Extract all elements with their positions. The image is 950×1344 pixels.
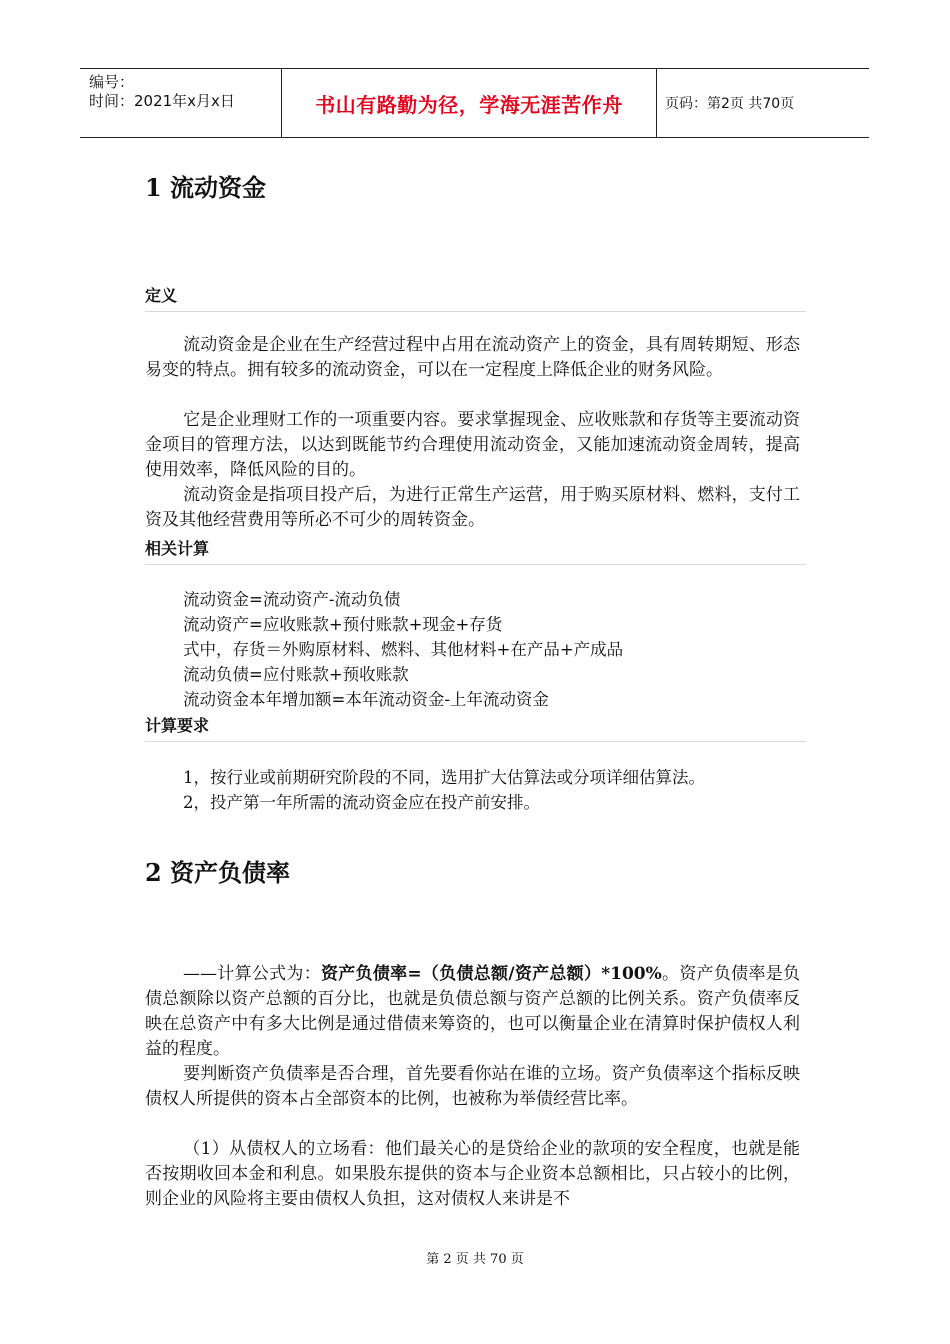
debt-ratio-paragraph-1 (145, 962, 800, 1062)
document-number-label: 编号： (89, 73, 135, 91)
definition-paragraph-2 (145, 408, 800, 483)
header-page-info: 页码：第2页 共70页 (665, 96, 795, 112)
formula-line: 式中，存货＝外购原材料、燃料、其他材料+在产品+产成品 (183, 640, 624, 659)
definition-paragraph-3 (145, 483, 800, 533)
document-time-label: 时间：2021年x月x日 (89, 92, 235, 110)
debt-ratio-text-3: （1）从债权人的立场看：他们最关心的是贷给企业的款项的安全程度，也就是能否按期收回本金和利息。如果股东提供的资本与企业资本总额相比，只占较小的比例，则企业的风险将主要由债权人负担，这对债权人来讲是不 (145, 1139, 800, 1209)
definition-text-2: 它是企业理财工作的一项重要内容。要求掌握现金、应收账款和存货等主要流动资金项目的管理方法，以达到既能节约合理使用流动资金，又能加速流动资金周转，提高使用效率，降低风险的目的。 (145, 410, 800, 480)
requirement-item: 2，投产第一年所需的流动资金应在投产前安排。 (183, 793, 540, 812)
heading-calc-requirements: 计算要求 (145, 713, 806, 742)
section-title-debt-ratio: 2 资产负债率 (145, 858, 291, 887)
definition-paragraph-1 (145, 333, 800, 383)
formula-line: 流动资产=应收账款+预付账款+现金+存货 (183, 615, 503, 634)
formula-line: 流动资金本年增加额=本年流动资金-上年流动资金 (183, 690, 549, 709)
header-motto: 书山有路勤为径，学海无涯苦作舟 (281, 69, 657, 137)
definition-text-1: 流动资金是企业在生产经营过程中占用在流动资产上的资金，具有周转期短、形态易变的特点。拥有较多的流动资金，可以在一定程度上降低企业的财务风险。 (145, 335, 800, 380)
formula-line: 流动资金=流动资产-流动负债 (183, 590, 401, 609)
definition-text-3: 流动资金是指项目投产后，为进行正常生产运营，用于购买原材料、燃料，支付工资及其他经营费用等所必不可少的周转资金。 (145, 485, 800, 530)
page-header (80, 68, 869, 138)
page-footer: 第 2 页 共 70 页 (426, 1252, 524, 1267)
heading-definition: 定义 (145, 283, 806, 312)
debt-ratio-text-1: 。资产负债率是负债总额除以资产总额的百分比，也就是负债总额与资产总额的比例关系。资产负债率反映在总资产中有多大比例是通过借债来筹资的，也可以衡量企业在清算时保护债权人利益的程度。 (145, 964, 801, 1059)
heading-calculation: 相关计算 (145, 536, 806, 565)
header-meta (80, 69, 281, 137)
requirement-list (183, 765, 705, 815)
debt-ratio-paragraph-3 (145, 1137, 800, 1212)
requirement-item: 1，按行业或前期研究阶段的不同，选用扩大估算法或分项详细估算法。 (183, 768, 705, 787)
debt-ratio-formula: 资产负债率=（负债总额/资产总额）*100% (320, 964, 662, 984)
debt-ratio-text-2: 要判断资产负债率是否合理，首先要看你站在谁的立场。资产负债率这个指标反映债权人所提供的资本占全部资本的比例，也被称为举债经营比率。 (145, 1064, 800, 1109)
formula-list (183, 587, 623, 712)
debt-ratio-paragraph-2 (145, 1062, 800, 1112)
formula-line: 流动负债=应付账款+预收账款 (183, 665, 409, 684)
formula-prefix: ——计算公式为： (183, 964, 321, 984)
section-title-working-capital: 1 流动资金 (145, 173, 267, 202)
